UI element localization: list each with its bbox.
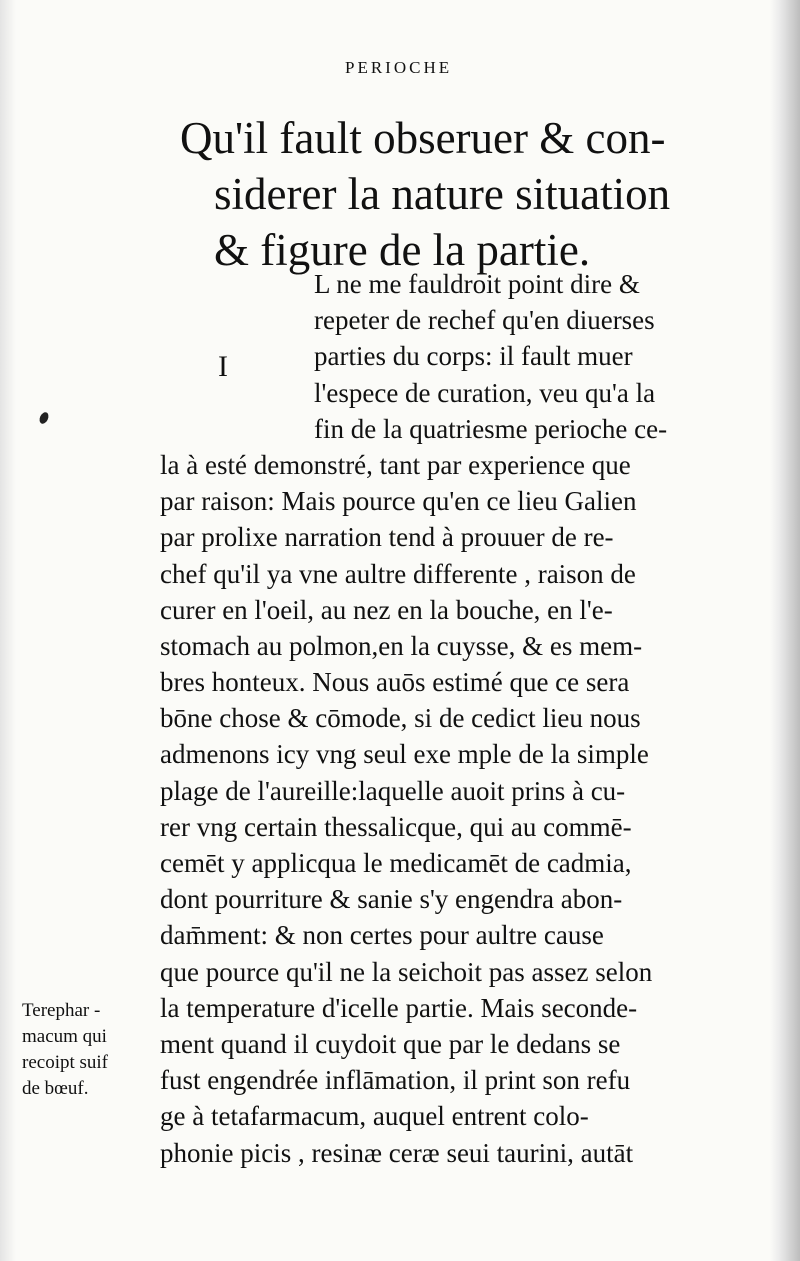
drop-cap: I (218, 350, 228, 383)
text-line: par raison: Mais pource qu'en ce lieu Galien (160, 486, 637, 517)
title-line: Qu'il fault obseruer & con- (180, 113, 666, 163)
text-line: admenons icy vng seul exe mple de la simple (160, 739, 649, 770)
text-line: dam̄ment: & non certes pour aultre cause (160, 920, 604, 951)
margin-note-line: macum qui (22, 1026, 107, 1047)
margin-note-line: Terephar - (22, 1000, 101, 1021)
text-line: bōne chose & cōmode, si de cedict lieu nous (160, 703, 641, 734)
text-line: par prolixe narration tend à prouuer de re- (160, 522, 614, 553)
text-line: que pource qu'il ne la seichoit pas assez selon (160, 956, 653, 987)
text-line: plage de l'aureille:laquelle auoit prins à cu- (160, 775, 626, 806)
text-line: bres honteux. Nous auōs estimé que ce sera (160, 667, 630, 698)
text-line: fin de la quatriesme perioche ce- (314, 413, 668, 444)
chapter-title (180, 110, 740, 278)
text-line: ge à tetafarmacum, auquel entrent colo- (160, 1101, 589, 1132)
text-line: L ne me fauldroit point dire & (314, 269, 640, 299)
margin-note-line: de bœuf. (22, 1078, 89, 1099)
text-line: stomach au polmon,en la cuysse, & es mem- (160, 630, 643, 661)
text-line: repeter de rechef qu'en diuerses (314, 305, 655, 336)
text-line: dont pourriture & sanie s'y engendra abon- (160, 884, 623, 915)
margin-note-line: recoipt suif (22, 1052, 109, 1073)
running-head: PERIOCHE (345, 58, 453, 77)
text-line: la temperature d'icelle partie. Mais seconde- (160, 992, 638, 1023)
text-line: cemēt y applicqua le medicamēt de cadmia, (160, 848, 632, 878)
text-line: la à esté demonstré, tant par experience que (160, 449, 631, 480)
text-line: parties du corps: il fault muer (314, 341, 633, 372)
margin-note (22, 998, 162, 1102)
text-line: rer vng certain thessalicque, qui au commē- (160, 811, 632, 842)
text-line: curer en l'oeil, au nez en la bouche, en l'e- (160, 594, 613, 625)
text-line: chef qu'il ya vne aultre differente , raison de (160, 558, 636, 589)
text-line: l'espece de curation, veu qu'a la (314, 377, 656, 408)
text-line: ment quand il cuydoit que par le dedans se (160, 1028, 621, 1059)
text-line: fust engendrée inflāmation, il print son refu (160, 1065, 631, 1096)
title-line: & figure de la partie. (214, 225, 591, 275)
title-line: siderer la nature situation (214, 169, 671, 219)
text-line: phonie picis , resinæ ceræ seui taurini, autāt (160, 1137, 634, 1168)
